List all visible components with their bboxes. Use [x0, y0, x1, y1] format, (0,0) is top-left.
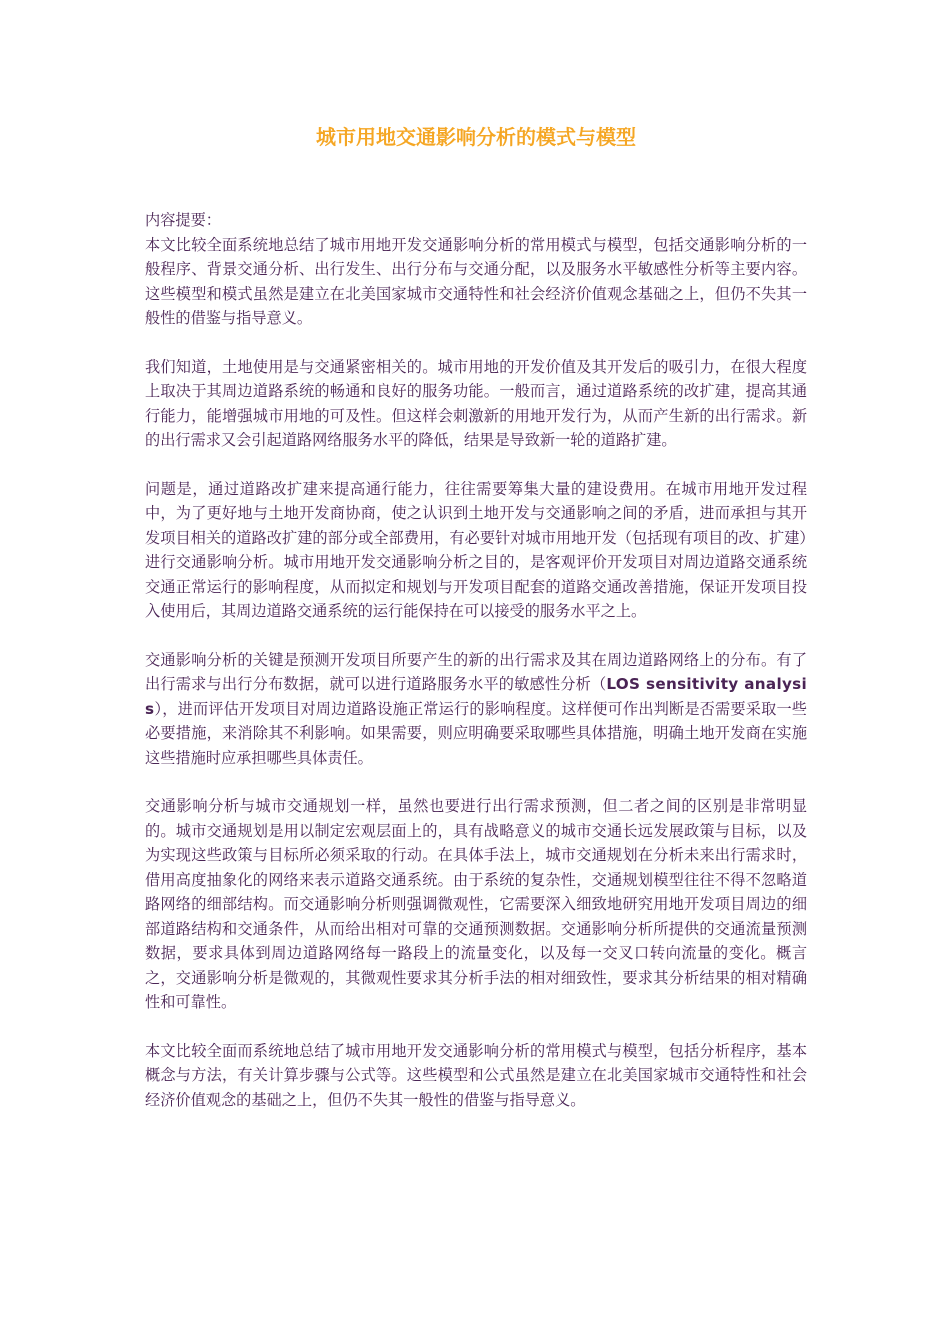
- paragraph-3-text-before: 交通影响分析的关键是预测开发项目所要产生的新的出行需求及其在周边道路网络上的分布。有了出行需求与出行分布数据，就可以进行道路服务水平的敏感性分析（: [145, 650, 807, 693]
- document-title: 城市用地交通影响分析的模式与模型: [316, 125, 636, 149]
- abstract-text: 本文比较全面系统地总结了城市用地开发交通影响分析的常用模式与模型，包括交通影响分析的一般程序、背景交通分析、出行发生、出行分布与交通分配，以及服务水平敏感性分析等主要内容。这些模型和模式虽然是建立在北美国家城市交通特性和社会经济价值观念基础之上，但仍不失其一般性的借鉴与指导意义。: [145, 235, 807, 327]
- body-paragraph-2: 问题是，通过道路改扩建来提高通行能力，往往需要筹集大量的建设费用。在城市用地开发过程中，为了更好地与土地开发商协商，使之认识到土地开发与交通影响之间的矛盾，进而承担与其开发项目相关的道路改扩建的部分或全部费用，有必要针对城市用地开发（包括现有项目的改、扩建）进行交通影响分析。城市用地开发交通影响分析之目的，是客观评价开发项目对周边道路交通系统交通正常运行的影响程度，从而拟定和规划与开发项目配套的道路交通改善措施，保证开发项目投入使用后，其周边道路交通系统的运行能保持在可以接受的服务水平之上。: [145, 479, 807, 620]
- body-paragraph-4: 交通影响分析与城市交通规划一样，虽然也要进行出行需求预测，但二者之间的区别是非常明显的。城市交通规划是用以制定宏观层面上的，具有战略意义的城市交通长远发展政策与目标，以及为实现这些政策与目标所必须采取的行动。在具体手法上，城市交通规划在分析未来出行需求时，借用高度抽象化的网络来表示道路交通系统。由于系统的复杂性，交通规划模型往往不得不忽略道路网络的细部结构。而交通影响分析则强调微观性，它需要深入细致地研究用地开发项目周边的细部道路结构和交通条件，从而给出相对可靠的交通预测数据。交通影响分析所提供的交通流量预测数据，要求具体到周边道路网络每一路段上的流量变化，以及每一交叉口转向流量的变化。概言之，交通影响分析是微观的，其微观性要求其分析手法的相对细致性，要求其分析结果的相对精确性和可靠性。: [145, 797, 807, 1011]
- body-paragraph-3: [145, 648, 807, 771]
- abstract-paragraph: [145, 208, 807, 331]
- los-sensitivity-term: LOS sensitivity analysis: [145, 675, 807, 718]
- body-paragraph-1: 我们知道，土地使用是与交通紧密相关的。城市用地的开发价值及其开发后的吸引力，在很大程度上取决于其周边道路系统的畅通和良好的服务功能。一般而言，通过道路系统的改扩建，提高其通行能力，能增强城市用地的可及性。但这样会刺激新的用地开发行为，从而产生新的出行需求。新的出行需求又会引起道路网络服务水平的降低，结果是导致新一轮的道路扩建。: [145, 357, 807, 449]
- body-paragraph-5: 本文比较全面而系统地总结了城市用地开发交通影响分析的常用模式与模型，包括分析程序，基本概念与方法，有关计算步骤与公式等。这些模型和公式虽然是建立在北美国家城市交通特性和社会经济价值观念的基础之上，但仍不失其一般性的借鉴与指导意义。: [145, 1041, 807, 1109]
- paragraph-3-text-after: ），进而评估开发项目对周边道路设施正常运行的影响程度。这样便可作出判断是否需要采取一些必要措施，来消除其不利影响。如果需要，则应明确要采取哪些具体措施，明确土地开发商在实施这些措施时应承担哪些具体责任。: [145, 699, 807, 767]
- abstract-label: 内容提要：: [145, 211, 221, 229]
